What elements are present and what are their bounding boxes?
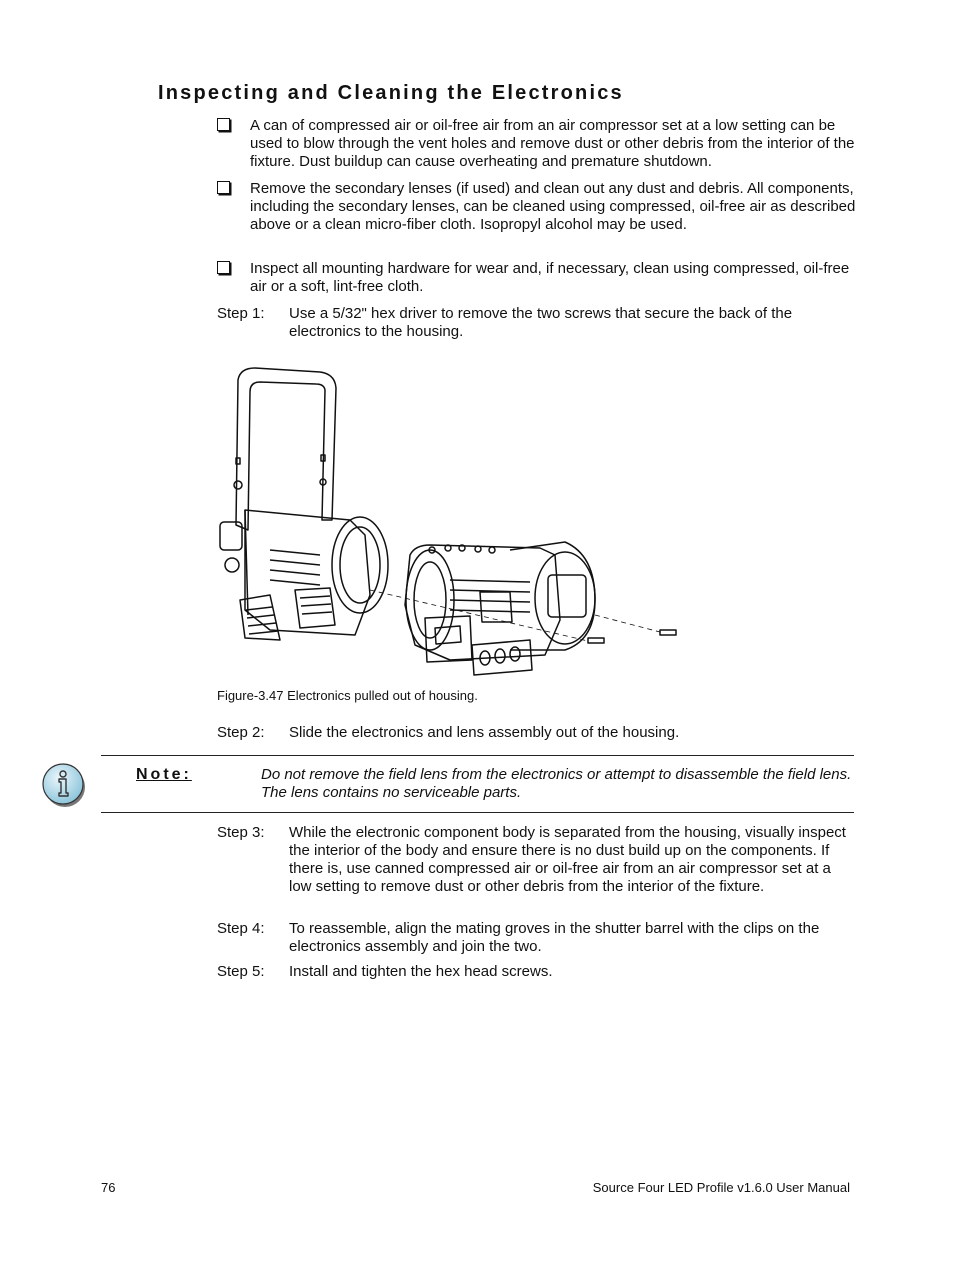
step-text: To reassemble, align the mating groves in the shutter barrel with the clips on the electronics assembly and join the two.	[289, 920, 820, 955]
step-3	[217, 824, 857, 896]
bullet-text: Inspect all mounting hardware for wear and, if necessary, clean using compressed, oil-free air or a soft, lint-free cloth.	[250, 260, 850, 295]
step-text: While the electronic component body is separated from the housing, visually inspect the interior of the body and ensure there is no dust build up on the components. If there is, use canned compressed air or oil-free air from an air compressor set at a low setting to remove dust or other debris from the interior of the fixture.	[289, 824, 846, 895]
checkbox-bullet-icon	[217, 118, 230, 131]
step-text: Slide the electronics and lens assembly out of the housing.	[289, 724, 680, 741]
page-number: 76	[101, 1180, 116, 1195]
step-1	[217, 305, 857, 341]
step-4	[217, 920, 857, 956]
step-label: Step 4:	[217, 920, 265, 937]
step-5	[217, 963, 857, 981]
note-bottom-rule	[101, 812, 854, 813]
note-top-rule	[101, 755, 854, 756]
electronics-figure	[210, 360, 690, 678]
step-label: Step 5:	[217, 963, 265, 980]
note-label: Note:	[136, 766, 192, 783]
checkbox-bullet-icon	[217, 261, 230, 274]
section-heading: Inspecting and Cleaning the Electronics	[158, 82, 624, 104]
bullet-text: A can of compressed air or oil-free air from an air compressor set at a low setting can be used to blow through the vent holes and remove dust or other debris from the interior of the fixture. Dust buildup can cause overheating and premature shutdown.	[250, 117, 855, 170]
figure-caption: Figure-3.47 Electronics pulled out of housing.	[217, 688, 478, 703]
step-text: Install and tighten the hex head screws.	[289, 963, 553, 980]
step-text: Use a 5/32" hex driver to remove the two screws that secure the back of the electronics to the housing.	[289, 305, 793, 340]
bullet-item	[217, 180, 857, 234]
step-label: Step 2:	[217, 724, 265, 741]
checkbox-bullet-icon	[217, 181, 230, 194]
step-label: Step 3:	[217, 824, 265, 841]
manual-title: Source Four LED Profile v1.6.0 User Manual	[592, 1180, 850, 1195]
bullet-text: Remove the secondary lenses (if used) and clean out any dust and debris. All components, including the secondary lenses, can be cleaned using compressed, oil-free air as described above or a clean micro-fiber cloth. Isopropyl alcohol may be used.	[250, 180, 856, 233]
info-icon	[41, 762, 87, 808]
step-label: Step 1:	[217, 305, 265, 322]
bullet-item	[217, 260, 857, 296]
step-2	[217, 724, 857, 742]
note-text: Do not remove the field lens from the electronics or attempt to disassemble the field lens. The lens contains no serviceable parts.	[261, 766, 852, 801]
bullet-item	[217, 117, 857, 171]
